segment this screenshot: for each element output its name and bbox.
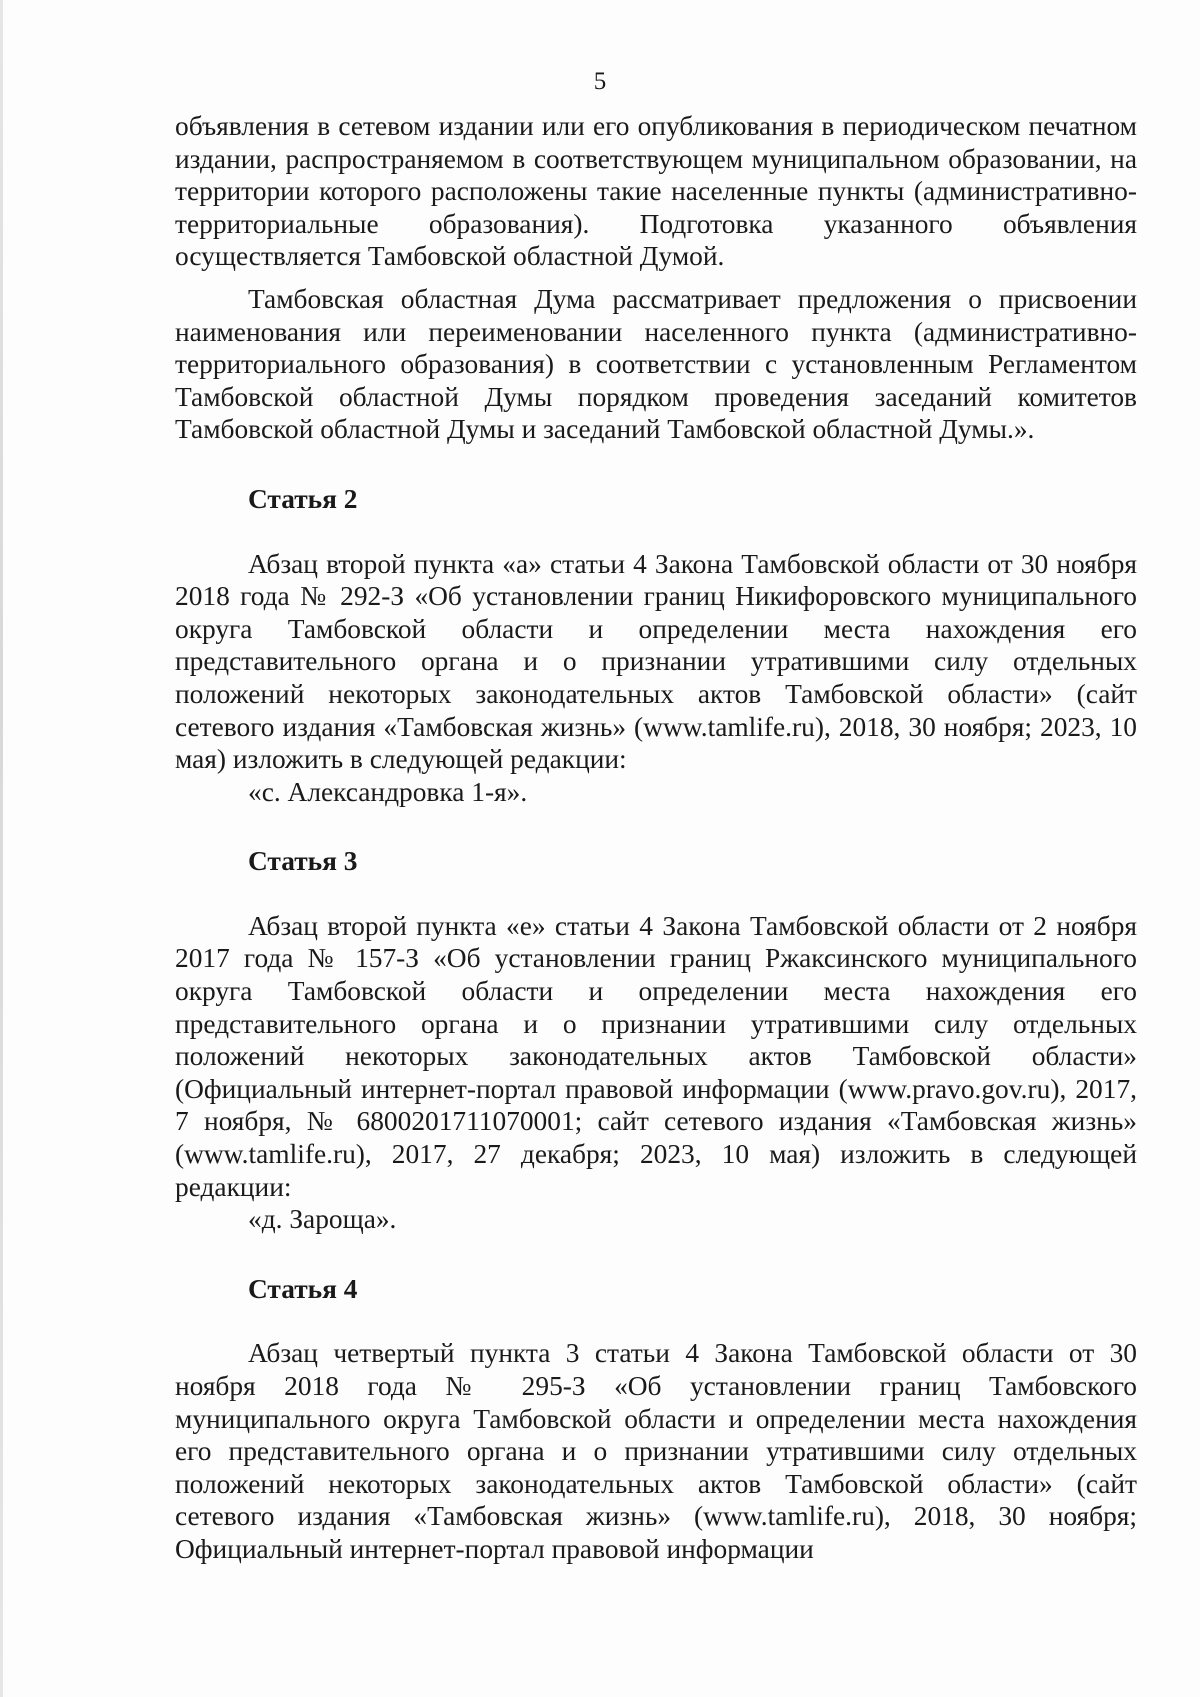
scan-edge <box>0 0 3 1697</box>
article-3-body: Абзац второй пункта «е» статьи 4 Закона Тамбовской области от 2 ноября 2017 года № 157-З «Об установлении границ Ржаксинского муниципального округа Тамбовской области и определении места нахождения его представительного органа и о признании утратившими силу отдельных положений некоторых законодательных актов Тамбовской области» (Официальный интернет-портал правовой информации (www.pravo.gov.ru), 2017, 7 ноября, № 6800201711070001; сайт сетевого издания «Тамбовская жизнь» (www.tamlife.ru), 2017, 27 декабря; 2023, 10 мая) изложить в следующей редакции: <box>175 910 1137 1202</box>
article-4-heading: Статья 4 <box>248 1273 358 1304</box>
page-number: 5 <box>593 68 607 95</box>
article-2-heading: Статья 2 <box>248 483 358 514</box>
article-2-quote: «с. Александровка 1-я». <box>248 776 528 807</box>
article-4-body: Абзац четвертый пункта 3 статьи 4 Закона Тамбовской области от 30 ноября 2018 года № 295-З «Об установлении границ Тамбовского муниципального округа Тамбовской области и определении места нахождения его представительного органа и о признании утратившими силу отдельных положений некоторых законодательных актов Тамбовской области» (сайт сетевого издания «Тамбовская жизнь» (www.tamlife.ru), 2018, 30 ноября; Официальный интернет-портал правовой информации <box>175 1338 1137 1564</box>
article-3-heading: Статья 3 <box>248 846 358 877</box>
paragraph-duma: Тамбовская областная Дума рассматривает предложения о присвоении наименования или переименовании населенного пункта (административно-территориального образования) в соответствии с установленным Регламентом Тамбовской областной Думы порядком проведения заседаний комитетов Тамбовской областной Думы и заседаний Тамбовской областной Думы.». <box>175 283 1137 445</box>
paragraph-continued: объявления в сетевом издании или его опубликования в периодическом печатном издании, распространяемом в соответствующем муниципальном образовании, на территории которого расположены такие населенные пункты (административно-территориальные образования). Подготовка указанного объявления осуществляется Тамбовской областной Думой. <box>175 111 1137 272</box>
article-2-body: Абзац второй пункта «а» статьи 4 Закона Тамбовской области от 30 ноября 2018 года № 292-З «Об установлении границ Никифоровского муниципального округа Тамбовской области и определении места нахождения его представительного органа и о признании утратившими силу отдельных положений некоторых законодательных актов Тамбовской области» (сайт сетевого издания «Тамбовская жизнь» (www.tamlife.ru), 2018, 30 ноября; 2023, 10 мая) изложить в следующей редакции: <box>175 548 1137 775</box>
document-body <box>175 110 1137 1566</box>
article-3-quote: «д. Зароща». <box>248 1204 397 1235</box>
